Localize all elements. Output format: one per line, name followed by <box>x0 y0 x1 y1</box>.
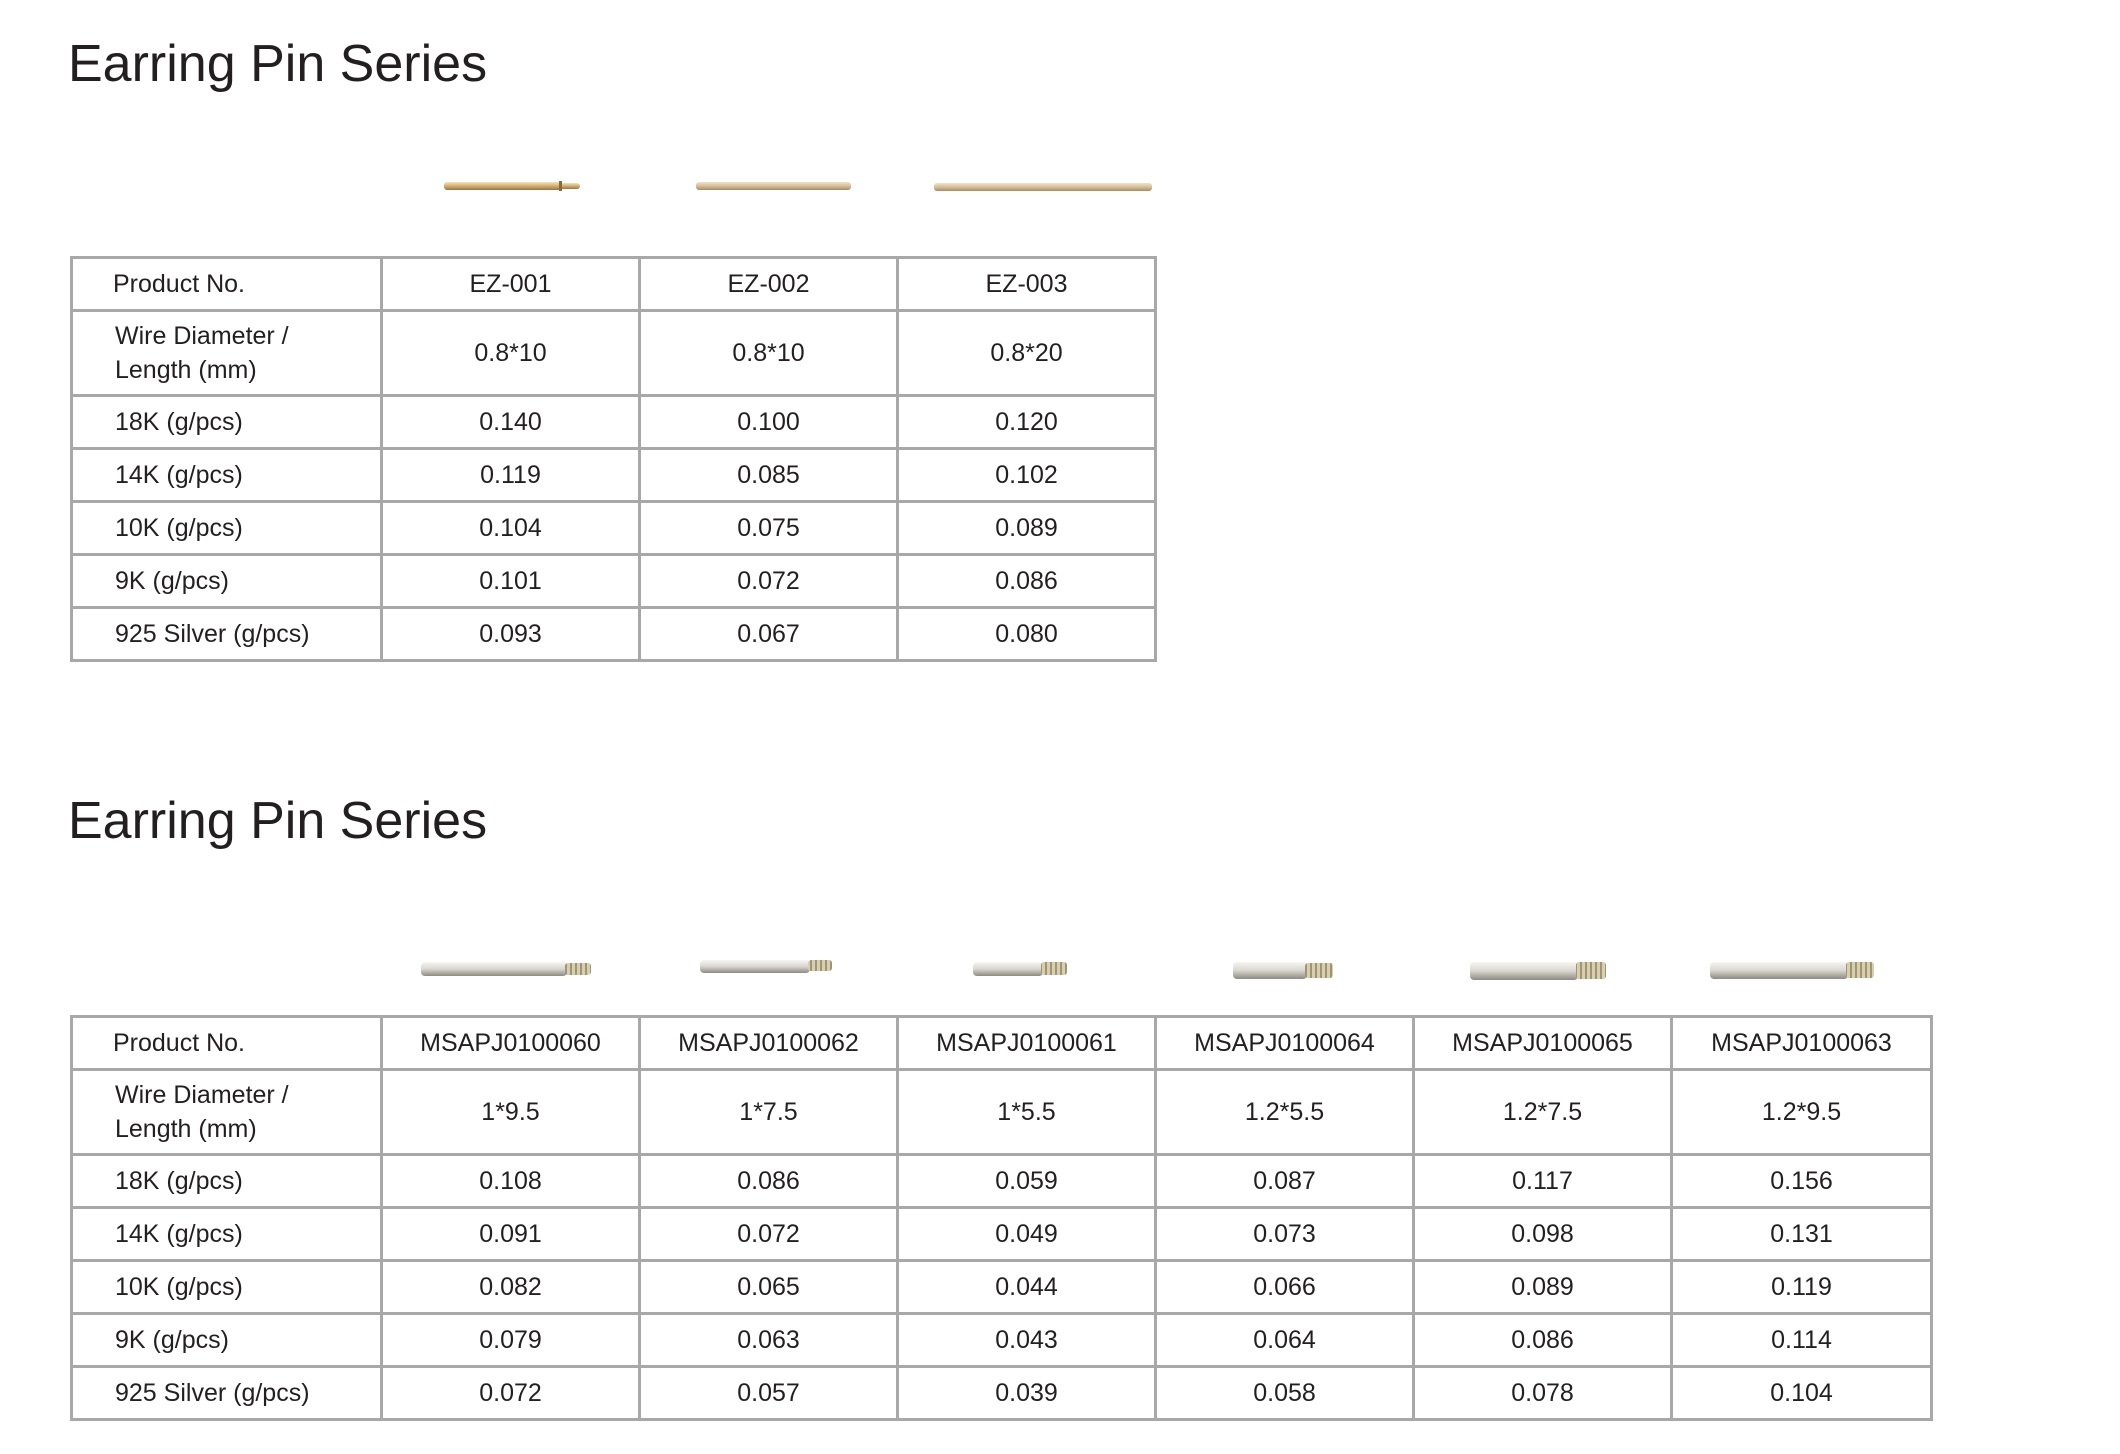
row-label-18k: 18K (g/pcs) <box>72 1155 382 1208</box>
gold-pin-images <box>0 165 2120 205</box>
product-no-cell: MSAPJ0100061 <box>898 1017 1156 1070</box>
product-no-cell: MSAPJ0100063 <box>1672 1017 1932 1070</box>
row-wire-diameter <box>72 1070 1932 1155</box>
weight-cell: 0.086 <box>898 555 1156 608</box>
weight-cell: 0.049 <box>898 1208 1156 1261</box>
wire-cell: 1.2*9.5 <box>1672 1070 1932 1155</box>
weight-cell: 0.119 <box>382 449 640 502</box>
row-label-product-no: Product No. <box>72 258 382 311</box>
weight-cell: 0.080 <box>898 608 1156 661</box>
row-label-10k: 10K (g/pcs) <box>72 1261 382 1314</box>
weight-cell: 0.101 <box>382 555 640 608</box>
row-10k <box>72 502 1156 555</box>
weight-cell: 0.075 <box>640 502 898 555</box>
product-no-cell: MSAPJ0100062 <box>640 1017 898 1070</box>
spec-table-gold <box>70 256 1157 662</box>
product-no-cell: EZ-002 <box>640 258 898 311</box>
weight-cell: 0.072 <box>640 555 898 608</box>
row-label-925-silver: 925 Silver (g/pcs) <box>72 1367 382 1420</box>
section-title: Earring Pin Series <box>68 35 488 93</box>
weight-cell: 0.063 <box>640 1314 898 1367</box>
pin-image-ez-002 <box>696 182 851 190</box>
spec-table-silver <box>70 1015 1933 1421</box>
wire-cell: 0.8*10 <box>382 311 640 396</box>
wire-cell: 1.2*7.5 <box>1414 1070 1672 1155</box>
row-9k <box>72 1314 1932 1367</box>
row-10k <box>72 1261 1932 1314</box>
weight-cell: 0.039 <box>898 1367 1156 1420</box>
product-no-cell: MSAPJ0100064 <box>1156 1017 1414 1070</box>
silver-pin-images <box>0 945 2120 995</box>
pin-image-ez-001 <box>444 181 580 191</box>
weight-cell: 0.131 <box>1672 1208 1932 1261</box>
weight-cell: 0.156 <box>1672 1155 1932 1208</box>
weight-cell: 0.059 <box>898 1155 1156 1208</box>
weight-cell: 0.078 <box>1414 1367 1672 1420</box>
row-18k <box>72 1155 1932 1208</box>
weight-cell: 0.108 <box>382 1155 640 1208</box>
product-no-cell: MSAPJ0100065 <box>1414 1017 1672 1070</box>
weight-cell: 0.064 <box>1156 1314 1414 1367</box>
row-label-10k: 10K (g/pcs) <box>72 502 382 555</box>
weight-cell: 0.086 <box>1414 1314 1672 1367</box>
weight-cell: 0.120 <box>898 396 1156 449</box>
wire-label-line1: Wire Diameter / <box>115 322 289 350</box>
row-14k <box>72 449 1156 502</box>
row-label-wire-diameter <box>72 1070 382 1155</box>
weight-cell: 0.117 <box>1414 1155 1672 1208</box>
row-14k <box>72 1208 1932 1261</box>
weight-cell: 0.072 <box>382 1367 640 1420</box>
row-product-no <box>72 1017 1932 1070</box>
product-no-cell: EZ-001 <box>382 258 640 311</box>
pin-image-msapj0100062 <box>700 960 832 973</box>
pin-image-msapj0100065 <box>1470 962 1606 980</box>
weight-cell: 0.072 <box>640 1208 898 1261</box>
wire-cell: 0.8*10 <box>640 311 898 396</box>
product-no-cell: MSAPJ0100060 <box>382 1017 640 1070</box>
row-label-wire-diameter <box>72 311 382 396</box>
weight-cell: 0.114 <box>1672 1314 1932 1367</box>
row-wire-diameter <box>72 311 1156 396</box>
row-label-18k: 18K (g/pcs) <box>72 396 382 449</box>
weight-cell: 0.073 <box>1156 1208 1414 1261</box>
row-label-9k: 9K (g/pcs) <box>72 1314 382 1367</box>
weight-cell: 0.043 <box>898 1314 1156 1367</box>
weight-cell: 0.140 <box>382 396 640 449</box>
weight-cell: 0.086 <box>640 1155 898 1208</box>
row-label-925-silver: 925 Silver (g/pcs) <box>72 608 382 661</box>
wire-cell: 1*7.5 <box>640 1070 898 1155</box>
wire-cell: 1.2*5.5 <box>1156 1070 1414 1155</box>
row-925-silver <box>72 608 1156 661</box>
wire-label-line1: Wire Diameter / <box>115 1081 289 1109</box>
wire-label-line2: Length (mm) <box>115 356 257 384</box>
weight-cell: 0.089 <box>1414 1261 1672 1314</box>
product-no-cell: EZ-003 <box>898 258 1156 311</box>
weight-cell: 0.067 <box>640 608 898 661</box>
weight-cell: 0.102 <box>898 449 1156 502</box>
weight-cell: 0.087 <box>1156 1155 1414 1208</box>
weight-cell: 0.104 <box>1672 1367 1932 1420</box>
weight-cell: 0.082 <box>382 1261 640 1314</box>
pin-image-msapj0100063 <box>1710 962 1874 979</box>
row-925-silver <box>72 1367 1932 1420</box>
weight-cell: 0.079 <box>382 1314 640 1367</box>
weight-cell: 0.089 <box>898 502 1156 555</box>
wire-cell: 0.8*20 <box>898 311 1156 396</box>
weight-cell: 0.057 <box>640 1367 898 1420</box>
weight-cell: 0.093 <box>382 608 640 661</box>
weight-cell: 0.104 <box>382 502 640 555</box>
weight-cell: 0.119 <box>1672 1261 1932 1314</box>
pin-image-msapj0100064 <box>1233 962 1333 979</box>
section-title: Earring Pin Series <box>68 792 488 850</box>
weight-cell: 0.058 <box>1156 1367 1414 1420</box>
wire-label-line2: Length (mm) <box>115 1115 257 1143</box>
pin-image-msapj0100061 <box>973 962 1067 976</box>
weight-cell: 0.066 <box>1156 1261 1414 1314</box>
weight-cell: 0.091 <box>382 1208 640 1261</box>
pin-image-msapj0100060 <box>421 962 591 976</box>
row-label-9k: 9K (g/pcs) <box>72 555 382 608</box>
row-label-14k: 14K (g/pcs) <box>72 1208 382 1261</box>
wire-cell: 1*9.5 <box>382 1070 640 1155</box>
weight-cell: 0.100 <box>640 396 898 449</box>
row-18k <box>72 396 1156 449</box>
row-9k <box>72 555 1156 608</box>
row-label-product-no: Product No. <box>72 1017 382 1070</box>
weight-cell: 0.044 <box>898 1261 1156 1314</box>
row-label-14k: 14K (g/pcs) <box>72 449 382 502</box>
weight-cell: 0.098 <box>1414 1208 1672 1261</box>
pin-image-ez-003 <box>934 183 1152 191</box>
row-product-no <box>72 258 1156 311</box>
weight-cell: 0.065 <box>640 1261 898 1314</box>
weight-cell: 0.085 <box>640 449 898 502</box>
wire-cell: 1*5.5 <box>898 1070 1156 1155</box>
